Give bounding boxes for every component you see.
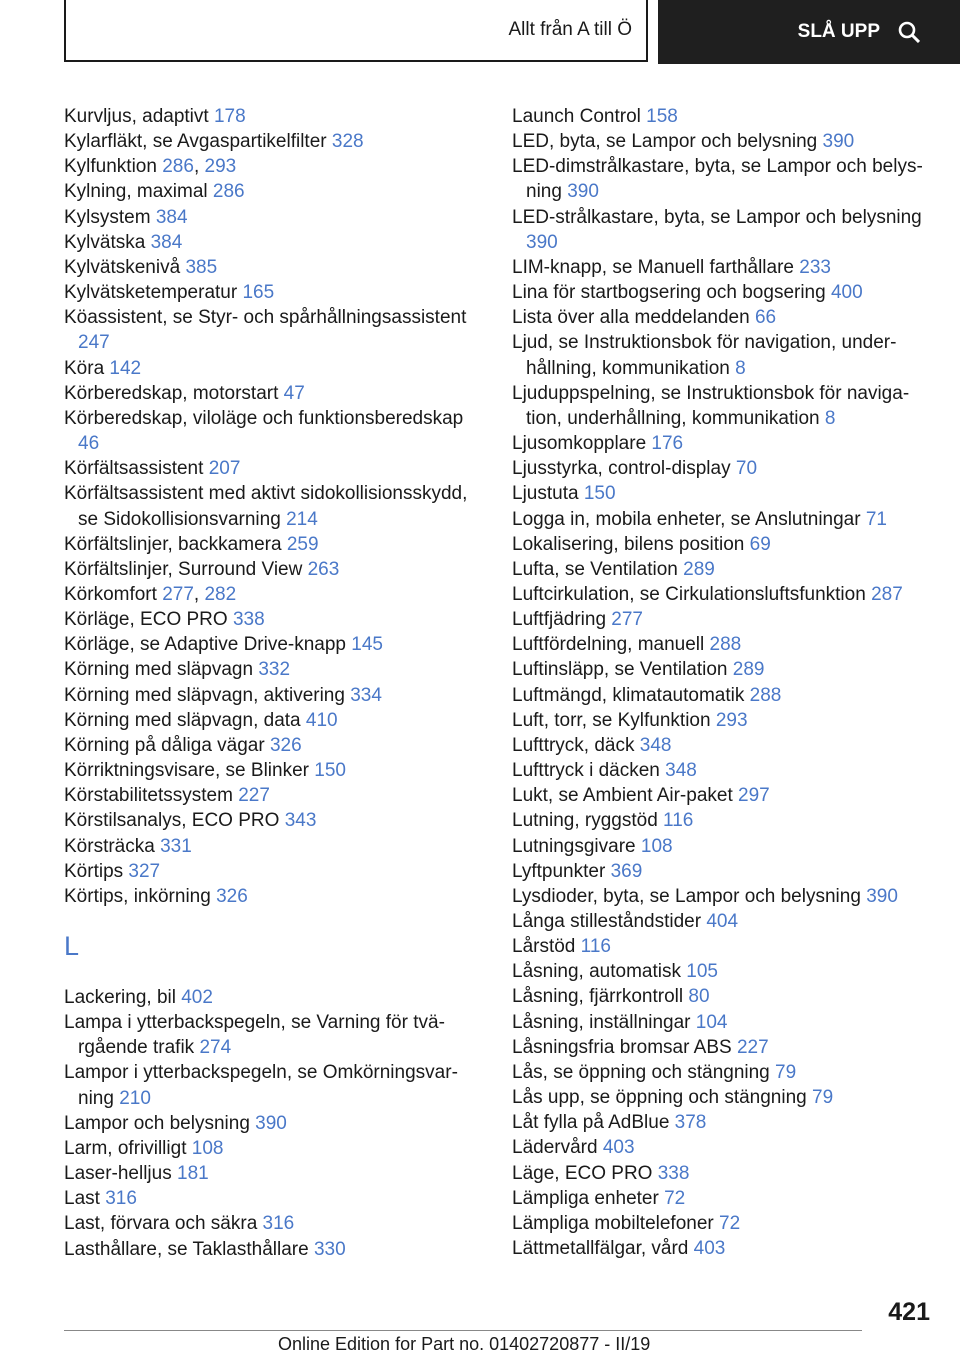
entry-text: Luft, torr, se Kylfunktion	[512, 709, 711, 731]
entry-text: Kylsystem	[64, 206, 151, 228]
index-entry	[64, 657, 484, 682]
index-entry	[64, 632, 484, 657]
index-entry	[512, 154, 932, 204]
index-entry	[64, 859, 484, 884]
page-link[interactable]: 158	[646, 106, 678, 127]
page-link[interactable]: 263	[307, 558, 340, 580]
entry-text: Lårstöd	[512, 936, 576, 958]
index-entry	[512, 129, 932, 154]
page-link[interactable]: 410	[305, 709, 338, 731]
page-link[interactable]: 384	[155, 206, 188, 228]
index-entry	[512, 909, 932, 934]
index-entry	[64, 532, 484, 557]
page-link[interactable]: 145	[351, 634, 383, 656]
page-link[interactable]: 69	[749, 533, 771, 555]
entry-text: Luftcirkulation, se Cirkulationsluftsfunktion	[512, 583, 866, 605]
index-entry	[64, 1060, 484, 1110]
index-entry	[64, 808, 484, 833]
index-entry	[64, 280, 484, 305]
index-entry	[64, 783, 484, 808]
index-entry	[512, 884, 932, 909]
entry-text: Lämpliga enheter	[512, 1187, 659, 1209]
entry-text: Larm, ofrivilligt	[64, 1137, 187, 1159]
index-entry	[512, 1035, 932, 1060]
index-entry	[512, 431, 932, 456]
entry-text: Körfältsassistent	[64, 458, 204, 480]
page-link[interactable]: 402	[181, 987, 213, 1008]
index-entry: Kylfunktion 286, 293	[64, 156, 237, 178]
index-column-left	[64, 104, 484, 1262]
page-link[interactable]: 47	[283, 382, 305, 404]
entry-text: Lufttryck, däck	[512, 734, 635, 756]
entry-text: Körfältslinjer, backkamera	[64, 533, 282, 555]
page-link[interactable]: 70	[735, 458, 758, 480]
page-link[interactable]: 288	[709, 634, 742, 656]
entry-text: Launch Control	[512, 106, 641, 127]
entry-text: Kylfunktion	[64, 156, 157, 178]
index-entry	[512, 783, 932, 808]
entry-text: Körning på dåliga vägar	[64, 734, 265, 756]
page-link[interactable]: 247	[78, 332, 110, 354]
entry-text: Last, förvara och säkra	[64, 1213, 258, 1235]
page-link[interactable]: 348	[665, 760, 697, 782]
page-link[interactable]: 293	[715, 709, 748, 731]
page-link[interactable]: 403	[693, 1238, 726, 1260]
page-link[interactable]: 80	[688, 986, 710, 1008]
index-entry	[512, 305, 932, 330]
index-entry	[64, 230, 484, 255]
entry-text: Ljustuta	[512, 483, 579, 505]
entry-text: Lysdioder, byta, se Lampor och belysning	[512, 885, 861, 907]
index-entry	[512, 657, 932, 682]
entry-text: Lyftpunkter	[512, 860, 606, 882]
entry-text: Lackering, bil	[64, 987, 176, 1008]
index-entry	[64, 179, 484, 204]
page-link[interactable]: 390	[567, 181, 599, 203]
entry-text: Lufttryck i däcken	[512, 760, 660, 782]
page-link[interactable]: 326	[216, 885, 248, 907]
entry-text: LED-dimstrålkastare, byta, se Lampor och belysning	[512, 156, 923, 203]
page-link[interactable]: 108	[191, 1137, 224, 1159]
entry-text: Lättmetallfälgar, vård	[512, 1238, 689, 1260]
search-tab[interactable]	[658, 0, 960, 64]
index-entry	[64, 607, 484, 632]
page-link[interactable]: 176	[651, 433, 684, 455]
index-entry	[64, 456, 484, 481]
entry-text: Låsning, inställningar	[512, 1011, 691, 1033]
entry-text: Körfältsassistent med aktivt sidokollisionsskydd, se Sidokollisionsvarning	[64, 483, 468, 530]
index-entry	[512, 1161, 932, 1186]
index-entry	[64, 104, 484, 129]
entry-text: Lukt, se Ambient Air-paket	[512, 785, 733, 807]
index-entry	[512, 507, 932, 532]
page-link[interactable]: 233	[799, 256, 831, 278]
page-link[interactable]: 369	[610, 860, 643, 882]
index-entry	[64, 481, 484, 531]
page-link[interactable]: 334	[350, 684, 382, 706]
index-entry	[64, 381, 484, 406]
entry-text: Låsning, fjärrkontroll	[512, 986, 684, 1008]
index-entry	[64, 255, 484, 280]
index-entry	[512, 1186, 932, 1211]
entry-text: Lampa i ytterbackspegeln, se Varning för tvärgående trafik	[64, 1012, 445, 1059]
page-link[interactable]: 71	[865, 508, 887, 530]
entry-text: Körning med släpvagn, data	[64, 709, 301, 731]
page-link[interactable]: 332	[258, 659, 291, 681]
entry-text: Luftfördelning, manuell	[512, 634, 705, 656]
page-link[interactable]: 331	[160, 835, 192, 857]
footer-edition: Online Edition for Part no. 01402720877 - II/19	[278, 1334, 651, 1354]
page-link[interactable]: 207	[208, 458, 241, 480]
entry-text: Luftmängd, klimatautomatik	[512, 684, 745, 706]
index-entry	[512, 708, 932, 733]
index-entry	[512, 1085, 932, 1110]
entry-text: Ljud, se Instruktionsbok för navigation, underhållning, kommunikation	[512, 332, 897, 379]
index-entry	[64, 1237, 484, 1262]
page-link[interactable]: 142	[109, 357, 142, 379]
entry-text: Kylning, maximal	[64, 181, 208, 203]
page-link[interactable]: 116	[580, 936, 611, 958]
entry-text: Körning med släpvagn	[64, 659, 254, 681]
entry-text: Lutningsgivare	[512, 835, 636, 857]
index-entry	[512, 557, 932, 582]
page-link[interactable]: 259	[286, 533, 319, 555]
entry-text: Lufta, se Ventilation	[512, 558, 678, 580]
index-column-right	[512, 104, 932, 1261]
entry-text: Lokalisering, bilens position	[512, 533, 745, 555]
page-link[interactable]: 282	[204, 583, 237, 605]
page-link[interactable]: 404	[706, 911, 739, 932]
page-link[interactable]: 274	[199, 1037, 232, 1059]
entry-text: Körning med släpvagn, aktivering	[64, 684, 345, 706]
page-link[interactable]: 385	[185, 256, 218, 278]
footer-divider	[64, 1330, 862, 1331]
page-link[interactable]: 72	[664, 1187, 686, 1209]
entry-text: Körsträcka	[64, 835, 155, 857]
entry-text: Körberedskap, viloläge och funktionsberedskap	[64, 407, 464, 429]
page-link[interactable]: 289	[683, 558, 715, 580]
page-link[interactable]: 348	[639, 734, 672, 756]
index-entry	[64, 758, 484, 783]
search-label: SLÅ UPP	[797, 21, 880, 42]
entry-text: Låsningsfria bromsar ABS	[512, 1036, 732, 1058]
index-entry	[512, 733, 932, 758]
index-entry	[512, 330, 932, 380]
index-entry	[64, 884, 484, 909]
page-link[interactable]: 210	[119, 1087, 151, 1109]
entry-text: Körstilsanalys, ECO PRO	[64, 810, 280, 832]
entry-text: Lampor och belysning	[64, 1112, 250, 1134]
page-link[interactable]: 150	[583, 483, 616, 505]
index-entry	[512, 834, 932, 859]
page-link[interactable]: 316	[262, 1213, 295, 1235]
entry-text: Läge, ECO PRO	[512, 1162, 653, 1184]
page-link[interactable]: 66	[754, 307, 777, 329]
entry-text: Körtips	[64, 860, 124, 882]
entry-text: Låt fylla på AdBlue	[512, 1112, 670, 1134]
index-entry	[64, 733, 484, 758]
entry-text: Lista över alla meddelanden	[512, 307, 750, 329]
page-link[interactable]: 165	[242, 282, 275, 304]
entry-text: Körläge, se Adaptive Drive-knapp	[64, 634, 346, 656]
index-entry	[512, 1060, 932, 1085]
index-entry	[64, 985, 484, 1010]
entry-text: Kurvljus, adaptivt	[64, 106, 209, 127]
index-entry	[512, 1135, 932, 1160]
page-link[interactable]: 403	[602, 1137, 635, 1159]
page-link[interactable]: 8	[735, 357, 746, 379]
entry-text: Kylarfläkt, se Avgaspartikelfilter	[64, 131, 327, 153]
entry-text: Lina för startbogsering och bogsering	[512, 282, 826, 304]
index-entry	[64, 683, 484, 708]
entry-text: Körtips, inkörning	[64, 885, 211, 907]
index-entry	[512, 1236, 932, 1261]
entry-text: Lutning, ryggstöd	[512, 810, 658, 832]
entry-text: Kylvätsketemperatur	[64, 282, 238, 304]
index-entry	[64, 1161, 484, 1186]
page-link[interactable]: 277	[611, 609, 643, 631]
entry-text: Köra	[64, 357, 105, 379]
index-entry	[512, 959, 932, 984]
entry-text: LIM-knapp, se Manuell farthållare	[512, 256, 794, 278]
page-link[interactable]: 343	[284, 810, 317, 832]
entry-text: Ljuduppspelning, se Instruktionsbok för navigation, underhållning, kommunikation	[512, 382, 910, 429]
section-letter: L	[64, 931, 80, 961]
page-link[interactable]: 316	[105, 1188, 137, 1210]
page-number: 421	[888, 1298, 930, 1326]
entry-text: Körläge, ECO PRO	[64, 609, 228, 631]
entry-text: Kylvätskenivå	[64, 256, 181, 278]
top-bar	[0, 0, 960, 64]
entry-text: Logga in, mobila enheter, se Anslutningar	[512, 508, 861, 530]
page-link[interactable]: 293	[204, 156, 237, 178]
page-link[interactable]: 297	[738, 785, 770, 807]
entry-text: Lädervård	[512, 1137, 598, 1159]
page-link[interactable]: 286	[212, 181, 245, 203]
index-entry	[64, 129, 484, 154]
entry-text: Lampor i ytterbackspegeln, se Omkörningsvarning	[64, 1062, 458, 1109]
page-link[interactable]: 327	[128, 860, 161, 882]
search-icon	[898, 21, 920, 43]
entry-text: Lås, se öppning och stängning	[512, 1061, 770, 1083]
entry-text: Långa stilleståndstider	[512, 911, 702, 932]
page-link[interactable]: 79	[812, 1087, 834, 1109]
index-entry	[64, 1211, 484, 1236]
page-link[interactable]: 326	[269, 734, 302, 756]
page-link[interactable]: 72	[719, 1212, 741, 1234]
index-entry	[64, 305, 484, 355]
page-link[interactable]: 384	[150, 231, 183, 253]
index-entry	[512, 280, 932, 305]
entry-text: Lås upp, se öppning och stängning	[512, 1087, 807, 1109]
page-link[interactable]: 178	[213, 106, 246, 127]
index-list-right	[512, 104, 932, 1261]
page-link[interactable]: 289	[732, 659, 765, 681]
index-entry	[512, 607, 932, 632]
page-link[interactable]: 104	[695, 1011, 728, 1033]
index-entry	[512, 683, 932, 708]
page-link[interactable]: 338	[232, 609, 265, 631]
index-entry	[512, 481, 932, 506]
page-link[interactable]: 227	[736, 1036, 769, 1058]
index-entry	[512, 758, 932, 783]
entry-text: Köassistent, se Styr- och spårhållningsassistent	[64, 307, 467, 329]
index-entry	[512, 456, 932, 481]
index-entry	[512, 381, 932, 431]
entry-text: Last	[64, 1188, 100, 1210]
entry-text: Körkomfort	[64, 583, 157, 605]
page-link[interactable]: 116	[663, 810, 694, 832]
entry-text: Laser-helljus	[64, 1163, 172, 1185]
index-list-l	[64, 985, 484, 1262]
page-link[interactable]: 105	[686, 961, 718, 983]
page-link[interactable]: 227	[238, 785, 270, 807]
index-entry	[64, 205, 484, 230]
page-link[interactable]: 328	[331, 131, 364, 153]
page-link[interactable]: 390	[255, 1112, 287, 1134]
index-list-k	[64, 104, 484, 909]
index-entry	[64, 834, 484, 859]
entry-text: Körfältslinjer, Surround View	[64, 558, 303, 580]
page-link[interactable]: 390	[526, 231, 558, 253]
page-link[interactable]: 400	[830, 282, 863, 304]
index-entry	[512, 1211, 932, 1236]
page-link[interactable]: 214	[286, 508, 318, 530]
index-entry	[512, 1010, 932, 1035]
index-entry	[64, 356, 484, 381]
page-link[interactable]: 378	[674, 1112, 707, 1134]
entry-text: Ljusstyrka, control-display	[512, 458, 731, 480]
page-link[interactable]: 46	[78, 433, 100, 455]
entry-text: Körriktningsvisare, se Blinker	[64, 760, 309, 782]
index-entry	[512, 532, 932, 557]
page-link[interactable]: 286	[162, 156, 194, 178]
entry-text: Körberedskap, motorstart	[64, 382, 279, 404]
index-entry	[64, 406, 484, 456]
index-entry	[512, 205, 932, 255]
page-link[interactable]: 390	[866, 885, 898, 907]
index-entry	[64, 1111, 484, 1136]
page-link[interactable]: 288	[749, 684, 782, 706]
index-entry	[512, 582, 932, 607]
entry-text: Lämpliga mobiltelefoner	[512, 1212, 714, 1234]
page-link[interactable]: 181	[177, 1163, 209, 1185]
entry-text: Luftfjädring	[512, 609, 607, 631]
page-link[interactable]: 79	[775, 1061, 797, 1083]
page-link[interactable]: 287	[871, 583, 903, 605]
page-link[interactable]: 108	[640, 835, 673, 857]
entry-text: LED-strålkastare, byta, se Lampor och belysning	[512, 206, 922, 228]
entry-text: Lasthållare, se Taklasthållare	[64, 1238, 309, 1260]
index-entry	[512, 1110, 932, 1135]
page-link[interactable]: 338	[657, 1162, 690, 1184]
page-link[interactable]: 330	[313, 1238, 346, 1260]
index-entry	[64, 557, 484, 582]
page-link[interactable]: 277	[162, 583, 194, 605]
entry-text: LED, byta, se Lampor och belysning	[512, 131, 818, 153]
page-link[interactable]: 150	[314, 760, 346, 782]
index-entry	[512, 984, 932, 1009]
index-entry	[512, 104, 932, 129]
page-link[interactable]: 390	[822, 131, 855, 153]
entry-text: Låsning, automatisk	[512, 961, 681, 983]
index-entry	[512, 859, 932, 884]
a-to-z-label: Allt från A till Ö	[508, 19, 632, 40]
index-entry	[64, 1010, 484, 1060]
index-entry	[64, 1136, 484, 1161]
a-to-z-tab[interactable]	[64, 0, 648, 62]
entry-text: Ljusomkopplare	[512, 433, 647, 455]
index-entry	[64, 708, 484, 733]
index-entry	[64, 1186, 484, 1211]
index-entry	[512, 632, 932, 657]
index-entry: Körkomfort 277, 282	[64, 583, 237, 605]
index-entry	[512, 255, 932, 280]
index-entry	[512, 934, 932, 959]
page-link[interactable]: 8	[824, 407, 836, 429]
entry-text: Kylvätska	[64, 231, 146, 253]
entry-text: Luftinsläpp, se Ventilation	[512, 659, 728, 681]
index-entry	[512, 808, 932, 833]
entry-text: Körstabilitetssystem	[64, 785, 233, 807]
